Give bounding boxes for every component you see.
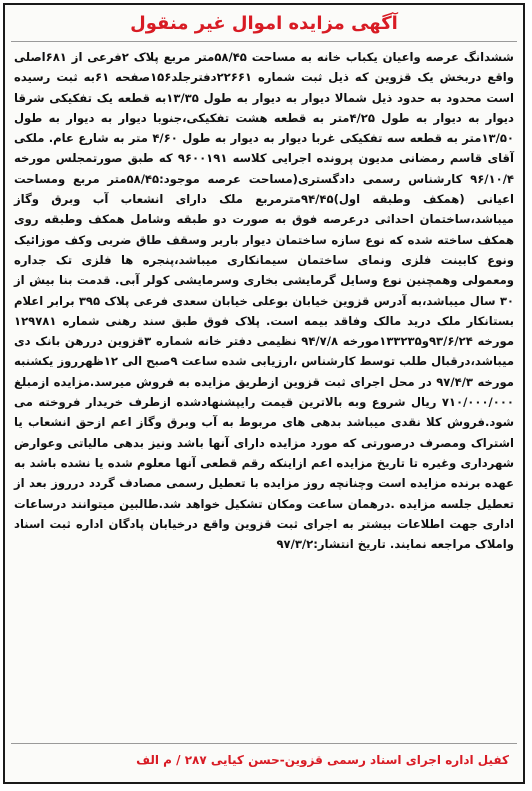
notice-header xyxy=(11,5,517,42)
notice-body: ششدانگ عرصه واعیان یکباب خانه به مساحت ۵۸/۴۵متر مربع پلاک ۲فرعی از ۶۸۱اصلی واقع دربخش یک قزوین که ذیل ثبت شماره ۲۲۶۶۱دفترجلد۱۵۶صفحه ۶۱به ثبت رسیده است محدود به حدود ذیل شمالا دیوار به دیوار به طول ۱۳/۳۵به قطعه یک تفکیکی شرقا دیوار به دیوار به طول ۴/۲۵متر به قطعه هشت تفکیکی،جنوبا دیوار به دیوار به طول ۱۳/۵۰متر به قطعه سه تفکیکی غربا دیوار به دیوار به طول ۴/۶۰ متر به شارع عام. ملکی آقای قاسم رمضانی مدیون پرونده اجرایی کلاسه ۹۶۰۰۱۹۱ که طبق صورتمجلس مورخه ۹۶/۱۰/۴ کارشناس رسمی دادگستری(مساحت عرصه موجود:۵۸/۴۵متر مربع ومساحت اعیانی (همکف وطبقه اول)۹۴/۴۵مترمربع ملک دارای انشعاب آب وبرق وگاز میباشد،ساختمان احداثی درعرصه فوق به صورت دو طبقه وشامل همکف وطبقه روی همکف ساخته شده که نوع سازه ساختمان دیوار باربر وسقف طاق ضربی وکف موزائیک ونوع کابینت فلزی ونمای ساختمان سیمانکاری میباشد،پنجره ها فلزی تک جداره ومعمولی وهمچنین نوع وسایل گرمایشی بخاری وسرمایشی کولر آبی. قدمت بنا بیش از ۳۰ سال میباشد،به آدرس قزوین خیابان بوعلی خیابان سعدی فرعی پلاک ۳۹۵ برابر اعلام بستانکار ملک درید مالک وفاقد بیمه است. پلاک فوق طبق سند رهنی شماره ۱۲۹۷۸۱ مورخه ۹۳/۶/۲۴و۱۳۳۲۳۵مورخه ۹۴/۷/۸ نظیمی دفتر خانه شماره ۳قزوین دررهن بانک دی میباشد،درقبال طلب توسط کارشناس ،ارزیابی شده ساعت ۹صبح الی ۱۲ظهرروز یکشنبه مورخه ۹۷/۴/۳ در محل اجرای ثبت قزوین ازطریق مزایده به فروش میرسد.مزایده ازمبلغ ۷۱۰/۰۰۰/۰۰۰ ریال شروع وبه بالاترین قیمت رایپشنهادشده ازطرف خریدار فروخته می شود.فروش کلا نقدی میباشد بدهی های مربوط به آب وبرق وگاز اعم ازحق انشعاب یا اشتراک ومصرف درصورتی که مورد مزایده دارای آنها باشد ونیز بدهی مالیاتی وعوارض شهرداری وغیره تا تاریخ مزایده اعم ازاینکه رقم قطعی آنها معلوم شده یا نشده باشد به عهده برنده مزایده است وچنانچه روز مزایده با تعطیل رسمی مصادف گردد درروز بعد از تعطیل جلسه مزایده .درهمان ساعت ومکان تشکیل خواهد شد.طالبین میتوانند درساعات اداری جهت اطلاعات بیشتر به اجرای ثبت قزوین واقع درخیابان پادگان اداره ثبت اسناد واملاک مراجعه نمایند. تاریخ انتشار:۹۷/۳/۲ xyxy=(14,50,515,552)
auction-notice xyxy=(3,3,525,784)
notice-title: آگهی مزایده اموال غیر منقول xyxy=(130,12,398,34)
notice-footer: کفیل اداره اجرای اسناد رسمی قزوین-حسن کیایی ۲۸۷ / م الف xyxy=(136,753,509,767)
